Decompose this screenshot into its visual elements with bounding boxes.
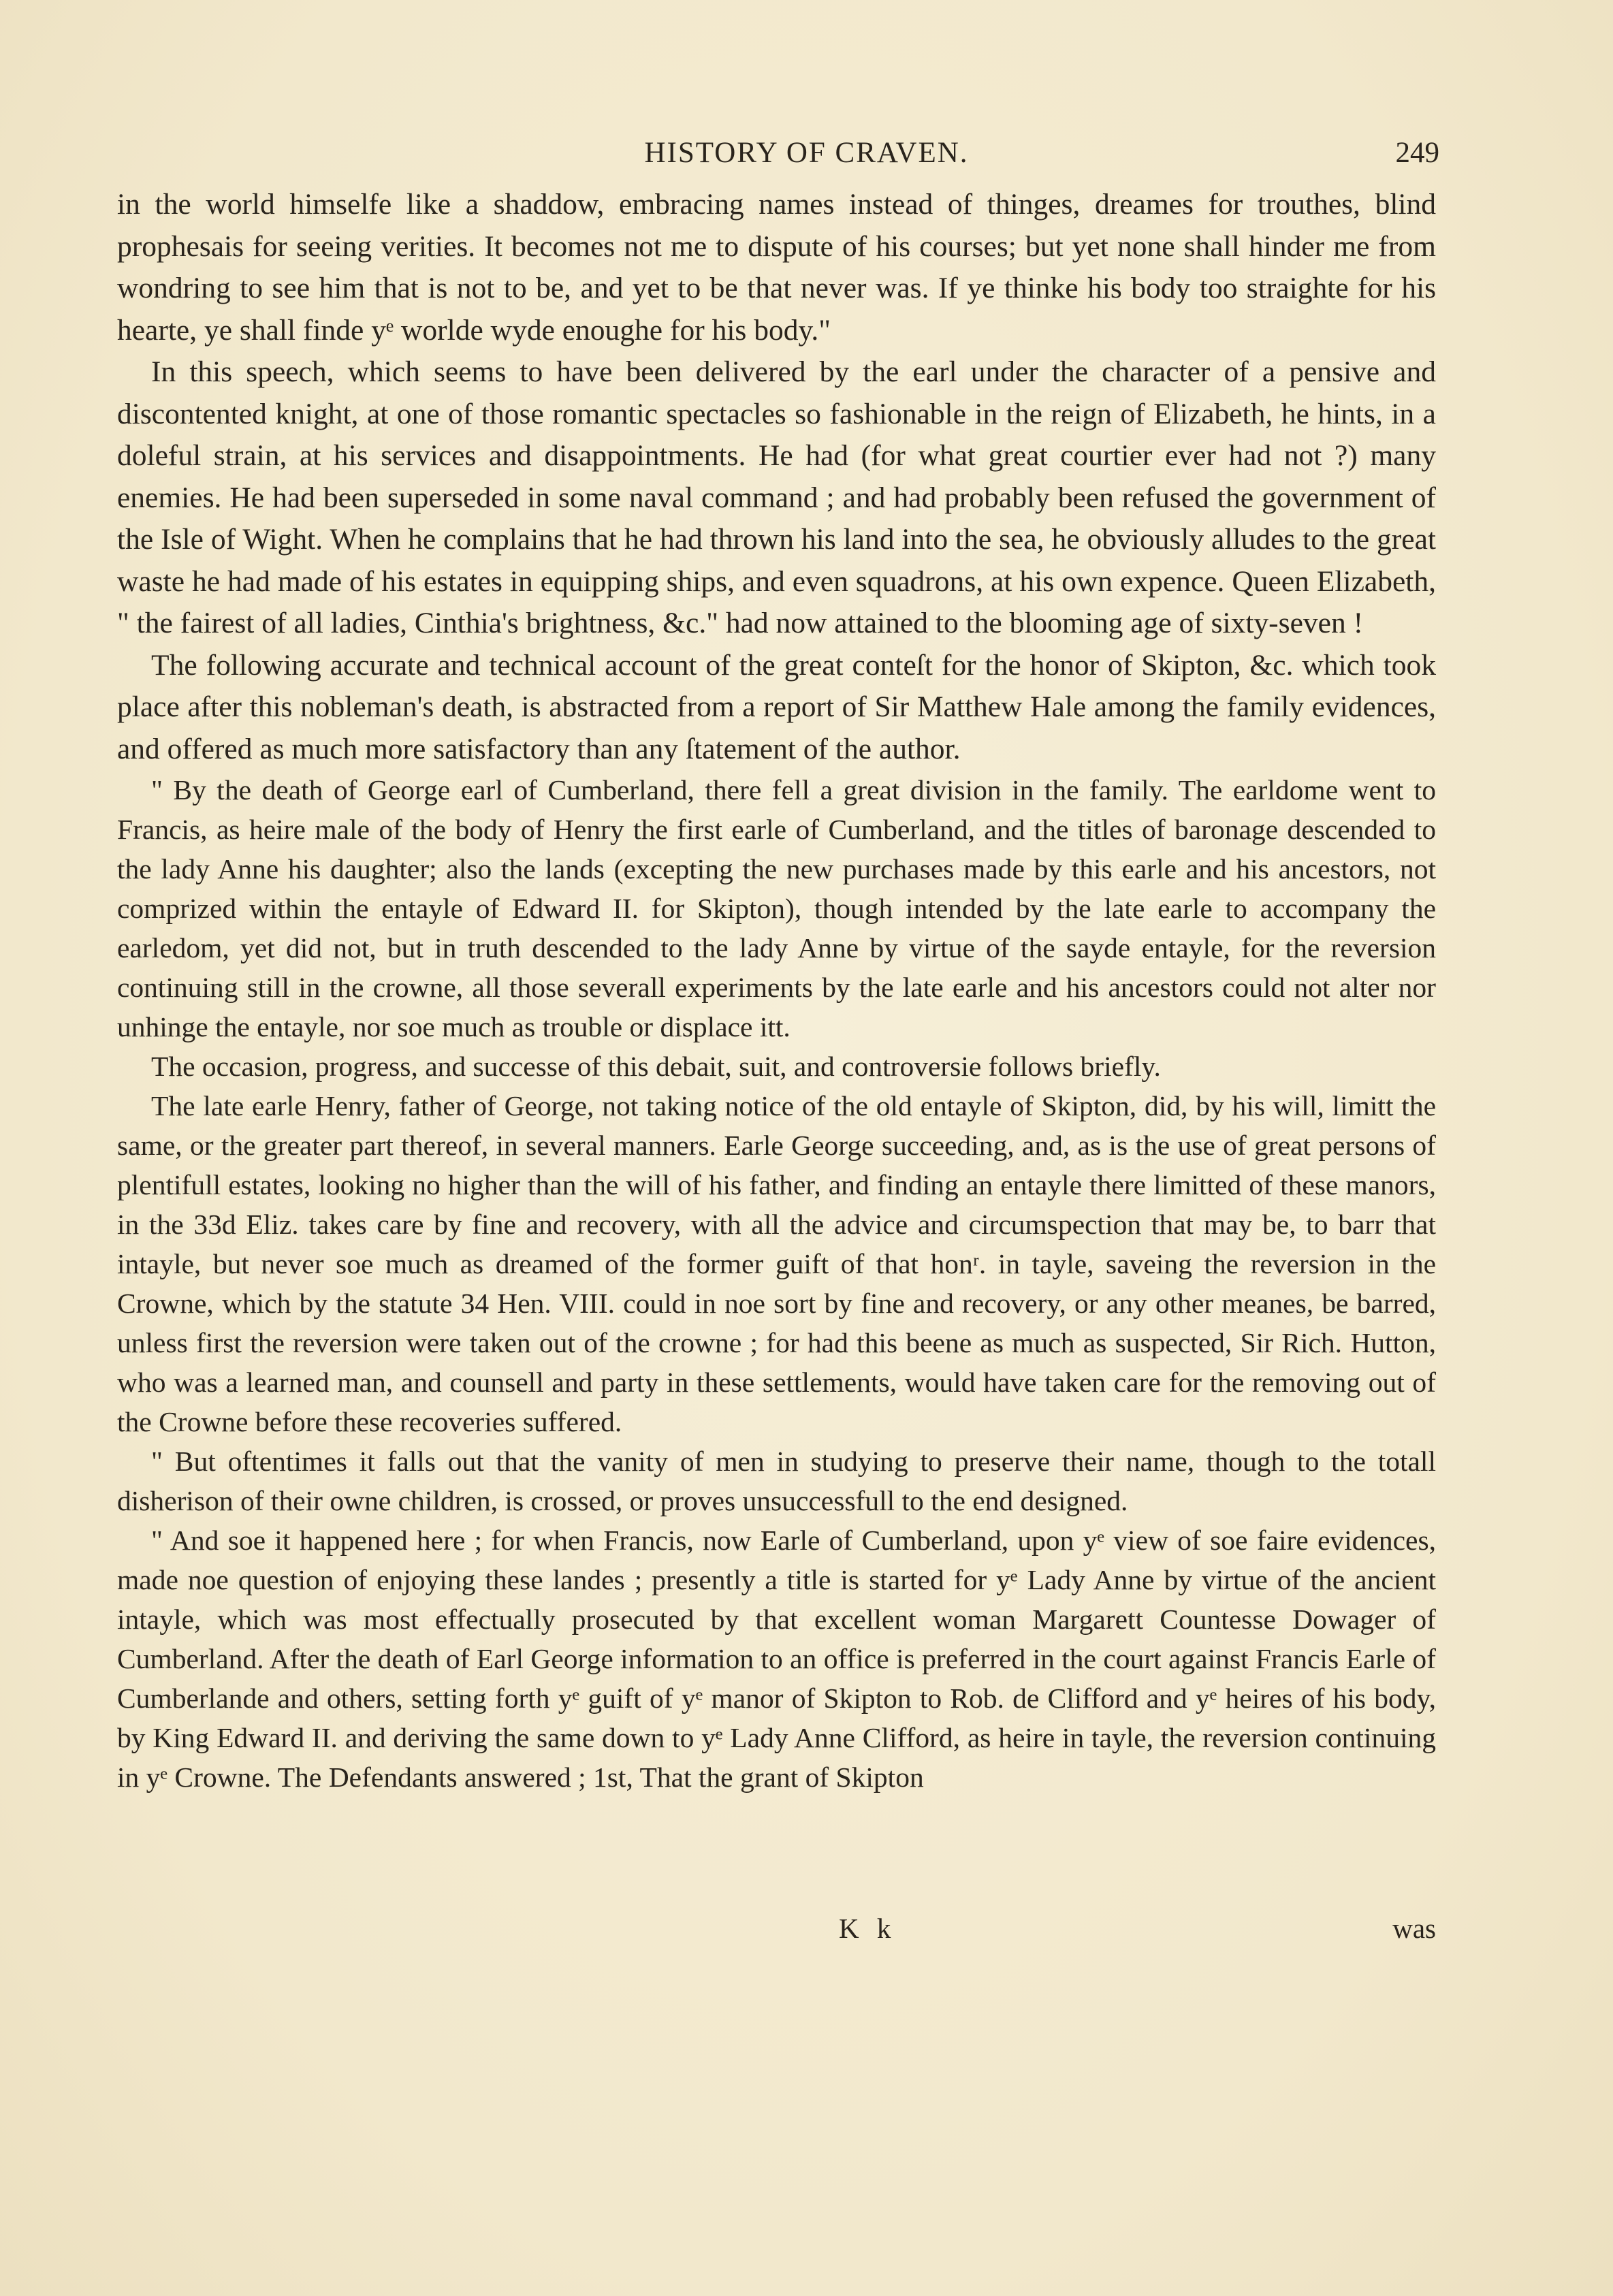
body-text (117, 184, 1436, 1797)
paragraph-continuation: in the world himselfe like a shaddow, embracing names instead of thinges, dreames for trouthes, blind prophesais for seeing verities. It becomes not me to dispute of his courses; but yet none shall hinder me from wondring to see him that is not to be, and yet to be that never was. If ye thinke his body too straighte for his hearte, ye shall finde yᵉ worlde wyde enoughe for his body." (117, 188, 1436, 347)
catchword: was (1392, 1913, 1436, 1944)
quote-paragraph: " But oftentimes it falls out that the vanity of men in studying to preserve their name, though to the totall disherison of their owne children, is crossed, or proves unsuccessfull to the end designed. (117, 1446, 1436, 1516)
running-title: HISTORY OF CRAVEN. (644, 137, 969, 169)
running-head (0, 136, 1613, 177)
quote-paragraph: " By the death of George earl of Cumberland, there fell a great division in the family. The earldome went to Francis, as heire male of the body of Henry the first earle of Cumberland, and the titles of baronage descended to the lady Anne his daughter; also the lands (excepting the new purchases made by this earle and his ancestors, not comprized within the entayle of Edward II. for Skipton), though intended by the late earle to accompany the earledom, yet did not, but in truth descended to the lady Anne by virtue of the sayde entayle, for the reversion continuing still in the crowne, all those severall experiments by the late earle and his ancestors could not alter nor unhinge the entayle, nor soe much as trouble or displace itt. (117, 774, 1436, 1042)
quote-paragraph: The occasion, progress, and successe of this debait, suit, and controversie follows briefly. (151, 1051, 1161, 1082)
signature-mark: K k (839, 1913, 897, 1944)
quote-paragraph: " And soe it happened here ; for when Francis, now Earle of Cumberland, upon yᵉ view of soe faire evidences, made noe question of enjoying these landes ; presently a title is started for yᵉ Lady Anne by virtue of the ancient intayle, which was most effectually prosecuted by that excellent woman Margarett Countesse Dowager of Cumberland. After the death of Earl George information to an office is preferred in the court against Francis Earle of Cumberlande and others, setting forth yᵉ guift of yᵉ manor of Skipton to Rob. de Clifford and yᵉ heires of his body, by King Edward II. and deriving the same down to yᵉ Lady Anne Clifford, as heire in tayle, the reversion continuing in yᵉ Crowne. The Defendants answered ; 1st, That the grant of Skipton (117, 1525, 1436, 1793)
quote-paragraph: The late earle Henry, father of George, not taking notice of the old entayle of Skipton, did, by his will, limitt the same, or the greater part thereof, in several manners. Earle George succeeding, and, as is the use of great persons of plentifull estates, looking no higher than the will of his father, and finding an entayle there limitted of these manors, in the 33d Eliz. takes care by fine and recovery, with all the advice and circumspection that may be, to barr that intayle, but never soe much as dreamed of the former guift of that honʳ. in tayle, saveing the reversion in the Crowne, which by the statute 34 Hen. VIII. could in noe sort by fine and recovery, or any other meanes, be barred, unless first the reversion were taken out of the crowne ; for had this beene as much as suspected, Sir Rich. Hutton, who was a learned man, and counsell and party in these settlements, would have taken care for the removing out of the Crowne before these recoveries suffered. (117, 1090, 1436, 1437)
page-number: 249 (1395, 137, 1439, 169)
catchline (117, 1912, 1436, 1953)
paragraph-introduction-report: The following accurate and technical account of the great conteſt for the honor of Skipton, &c. which took place after this nobleman's death, is abstracted from a report of Sir Matthew Hale among the family evidences, and offered as much more satisfactory than any ſtatement of the author. (117, 648, 1436, 765)
quoted-report (117, 770, 1436, 1797)
paragraph-speech-commentary: In this speech, which seems to have been delivered by the earl under the character of a pensive and discontented knight, at one of those romantic spectacles so fashionable in the reign of Elizabeth, he hints, in a doleful strain, at his services and disappointments. He had (for what great courtier ever had not ?) many enemies. He had been superseded in some naval command ; and had probably been refused the government of the Isle of Wight. When he complains that he had thrown his land into the sea, he obviously alludes to the great waste he had made of his estates in equipping ships, and even squadrons, at his own expence. Queen Elizabeth, " the fairest of all ladies, Cinthia's brightness, &c." had now attained to the blooming age of sixty-seven ! (117, 355, 1436, 639)
